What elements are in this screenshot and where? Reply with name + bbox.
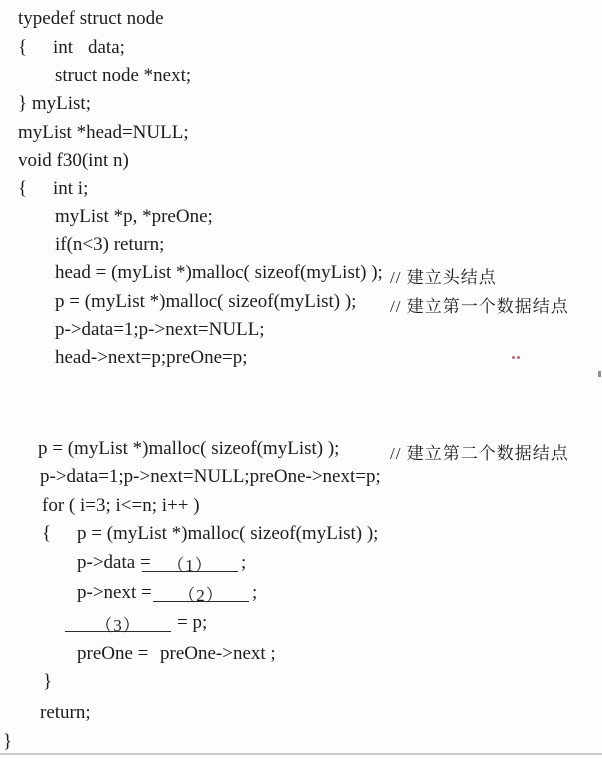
code-text: myList *p, *preOne; [55, 206, 213, 227]
code-comment: // 建立第一个数据结点 [390, 297, 569, 316]
blank-number-label: （2） [178, 586, 224, 605]
code-line [0, 438, 602, 464]
code-text: head = (myList *)malloc( sizeof(myList) ); [55, 262, 383, 283]
code-text: int [53, 37, 74, 58]
code-text: } myList; [18, 93, 91, 114]
blank-number-label: （1） [167, 556, 213, 575]
bottom-scan-line [0, 753, 602, 755]
code-text: p->data=1;p->next=NULL; [55, 319, 265, 340]
code-line [0, 671, 602, 697]
code-text: for ( i=3; i<=n; i++ ) [42, 495, 200, 516]
code-line [0, 495, 602, 521]
code-line [0, 122, 602, 148]
code-line [0, 466, 602, 492]
code-text: } [43, 671, 53, 692]
code-text: p->data=1;p->next=NULL;preOne->next=p; [40, 466, 381, 487]
code-text: struct node *next; [55, 65, 192, 86]
blank-number-label: （3） [95, 616, 141, 635]
scan-dot-artifact [512, 356, 515, 359]
code-line [0, 37, 602, 63]
fill-in-blank [153, 580, 249, 605]
code-text: p->data = [77, 552, 151, 573]
code-text: p = (myList *)malloc( sizeof(myList) ); [38, 438, 340, 459]
code-text: void f30(int n) [18, 150, 129, 171]
code-line [0, 702, 602, 728]
code-comment: // 建立第二个数据结点 [390, 444, 569, 463]
code-line [0, 319, 602, 345]
code-text: } [3, 731, 13, 752]
code-line [0, 552, 602, 578]
code-line [0, 234, 602, 260]
scan-edge-mark [598, 371, 601, 377]
code-text: p = (myList *)malloc( sizeof(myList) ); [77, 523, 379, 544]
code-text: myList *head=NULL; [18, 122, 189, 143]
code-comment: // 建立头结点 [390, 268, 497, 287]
code-line [0, 65, 602, 91]
code-text: { [42, 523, 52, 544]
code-text: return; [40, 702, 91, 723]
code-line [0, 582, 602, 608]
code-text: int i; [53, 178, 89, 199]
scan-dot-artifact [517, 356, 520, 359]
code-text: = p; [177, 612, 208, 633]
code-text: p = (myList *)malloc( sizeof(myList) ); [55, 291, 357, 312]
code-text: if(n<3) return; [55, 234, 165, 255]
code-line [0, 8, 602, 34]
code-line [0, 612, 602, 638]
code-text: preOne = [77, 643, 149, 664]
code-text: ; [252, 582, 258, 603]
code-line [0, 643, 602, 669]
code-text: head->next=p;preOne=p; [55, 347, 248, 368]
code-line [0, 262, 602, 288]
fill-in-blank [142, 550, 238, 575]
code-line [0, 93, 602, 119]
code-text: p->next = [77, 582, 152, 603]
code-text: data; [88, 37, 125, 58]
code-text: preOne->next ; [160, 643, 276, 664]
code-line [0, 523, 602, 549]
code-text: typedef struct node [18, 8, 164, 29]
code-line [0, 150, 602, 176]
code-line [0, 178, 602, 204]
code-text: { [18, 178, 28, 199]
fill-in-blank [65, 610, 171, 635]
code-text: ; [241, 552, 247, 573]
code-line [0, 347, 602, 373]
code-text: { [18, 37, 28, 58]
code-line [0, 291, 602, 317]
code-line [0, 206, 602, 232]
